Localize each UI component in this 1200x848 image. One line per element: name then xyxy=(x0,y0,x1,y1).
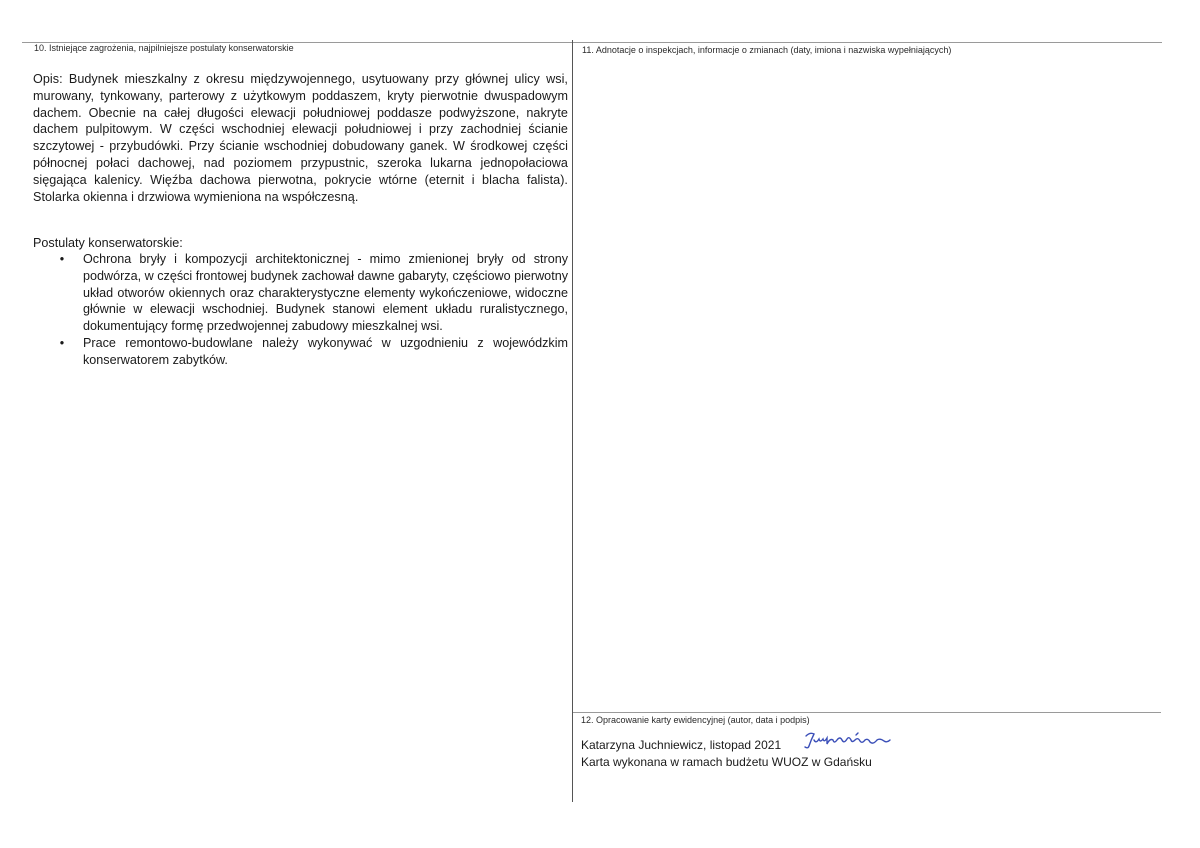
bullet-icon: • xyxy=(59,335,65,350)
section-12-rule xyxy=(573,712,1161,713)
postulate-text: Prace remontowo-budowlane należy wykonywać w uzgodnieniu z wojewódzkim konserwatorem zabytków. xyxy=(83,335,568,367)
bullet-icon: • xyxy=(59,252,65,266)
postulate-text: Ochrona bryły i kompozycji architektonicznej - mimo zmienionej bryły od strony podwórza, w części frontowej budynek zachował dawne gabaryty, częściowo pierwotny układ otworów okiennych oraz charakterystyczne elementy wykończeniowe, widoczne głównie w elewacji wschodniej. Budynek stanowi element układu ruralistycznego, dokumentujący formę przedwojennej zabudowy mieszkalnej wsi. xyxy=(83,252,568,334)
column-divider xyxy=(572,40,573,802)
postulates-list xyxy=(33,251,568,369)
author-date: Katarzyna Juchniewicz, listopad 2021 xyxy=(581,738,782,752)
section-12-label: 12. Opracowanie karty ewidencyjnej (autor, data i podpis) xyxy=(581,715,810,725)
section-11-label: 11. Adnotacje o inspekcjach, informacje o zmianach (daty, imiona i nazwiska wypełniających) xyxy=(582,45,952,55)
budget-note: Karta wykonana w ramach budżetu WUOZ w Gdańsku xyxy=(581,755,872,769)
list-item xyxy=(33,335,568,369)
postulates-heading: Postulaty konserwatorskie: xyxy=(33,236,183,250)
list-item xyxy=(33,251,568,335)
section-10-label: 10. Istniejące zagrożenia, najpilniejsze postulaty konserwatorskie xyxy=(34,43,294,53)
signature-icon xyxy=(800,728,895,752)
description-paragraph: Opis: Budynek mieszkalny z okresu międzywojennego, usytuowany przy głównej ulicy wsi, murowany, tynkowany, parterowy z użytkowym poddaszem, kryty pierwotnie dwuspadowym dachem. Obecnie na całej długości elewacji południowej poddasze podwyższone, nakryte dachem pulpitowym. W części wschodniej elewacji południowej i przy zachodniej ścianie szczytowej - przybudówki. Przy ścianie wschodniej dobudowany ganek. W środkowej części północnej połaci dachowej, nad poziomem przypustnic, szeroka lukarna jednopołaciowa sięgająca kalenicy. Więźba dachowa pierwotna, pokrycie wtórne (eternit i blacha falista). Stolarka okienna i drzwiowa wymieniona na współczesną. xyxy=(33,72,568,204)
